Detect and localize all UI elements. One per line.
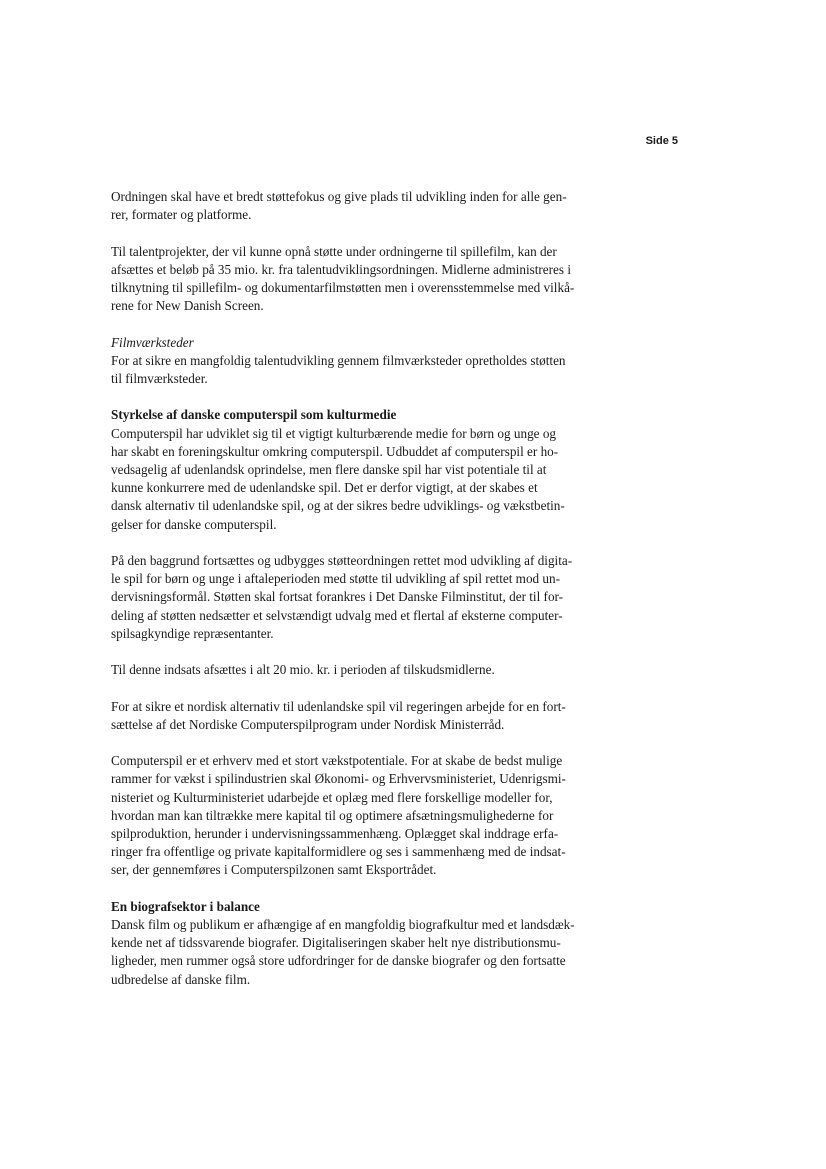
page-number: Side 5 — [645, 135, 678, 147]
section-heading: Filmværksteder — [111, 334, 194, 350]
text-line: ligheder, men rummer også store udfordringer for de danske biografer og den fortsatte — [111, 953, 566, 969]
text-line: gelser for danske computerspil. — [111, 516, 277, 532]
text-line: På den baggrund fortsættes og udbygges støtteordningen rettet mod udvikling af digita- — [111, 553, 573, 568]
section-heading: En biografsektor i balance — [111, 898, 260, 914]
text-line: kunne konkurrere med de udenlandske spil. Det er derfor vigtigt, at der skabes et — [111, 480, 538, 496]
text-line: Dansk film og publikum er afhængige af en mangfoldig biografkultur med et landsdæk- — [111, 917, 575, 932]
section-heading: Styrkelse af danske computerspil som kulturmedie — [111, 407, 397, 423]
text-line: har skabt en foreningskultur omkring computerspil. Udbuddet af computerspil er ho- — [111, 443, 559, 459]
section — [111, 334, 649, 389]
paragraph — [111, 752, 649, 879]
text-line: spilproduktion, herunder i undervisningssammenhæng. Oplægget skal inddrage erfa- — [111, 826, 559, 841]
text-line: hvordan man kan tiltrække mere kapital til og optimere afsætningsmulighederne for — [111, 807, 554, 823]
text-line: nisteriet og Kulturministeriet udarbejde et oplæg med flere forskellige modeller for, — [111, 789, 553, 805]
text-line: Til talentprojekter, der vil kunne opnå støtte under ordningerne til spillefilm, kan der — [111, 243, 557, 259]
text-line: vedsagelig af udenlandsk oprindelse, men flere danske spil har vist potentiale til at — [111, 462, 547, 477]
paragraph — [111, 188, 649, 224]
text-line: rene for New Danish Screen. — [111, 298, 264, 314]
text-line: sættelse af det Nordiske Computerspilprogram under Nordisk Ministerråd. — [111, 716, 505, 732]
text-line: til filmværksteder. — [111, 371, 208, 386]
text-line: le spil for børn og unge i aftaleperioden med støtte til udvikling af spil rettet mod un- — [111, 571, 561, 587]
paragraph — [111, 552, 649, 643]
text-line: For at sikre en mangfoldig talentudvikling gennem filmværksteder opretholdes støtten — [111, 352, 566, 368]
text-line: ringer fra offentlige og private kapitalformidlere og ses i sammenhæng med de indsat- — [111, 844, 566, 860]
text-line: Computerspil er et erhverv med et stort vækstpotentiale. For at skabe de bedst mulige — [111, 753, 563, 769]
section — [111, 406, 649, 533]
text-line: tilknytning til spillefilm- og dokumentarfilmstøtten men i overensstemmelse med vilkå- — [111, 280, 575, 295]
text-line: udbredelse af danske film. — [111, 971, 251, 987]
text-line: ser, der gennemføres i Computerspilzonen samt Eksportrådet. — [111, 862, 437, 878]
text-line: kende net af tidssvarende biografer. Digitaliseringen skaber helt nye distributionsmu- — [111, 935, 561, 951]
paragraph — [111, 243, 649, 316]
text-line: dervisningsformål. Støtten skal fortsat forankres i Det Danske Filminstitut, der til for- — [111, 589, 564, 605]
text-line: afsættes et beløb på 35 mio. kr. fra talentudviklingsordningen. Midlerne administreres i — [111, 261, 571, 277]
paragraph — [111, 698, 649, 734]
text-line: rer, formater og platforme. — [111, 207, 252, 223]
text-line: Ordningen skal have et bredt støttefokus og give plads til udvikling inden for alle gen- — [111, 189, 567, 204]
section — [111, 898, 649, 989]
text-line: dansk alternativ til udenlandske spil, og at der sikres bedre udviklings- og vækstbetin- — [111, 498, 565, 514]
paragraph — [111, 661, 649, 679]
document-body — [111, 188, 649, 989]
text-line: Computerspil har udviklet sig til et vigtigt kulturbærende medie for børn og unge og — [111, 425, 557, 441]
text-line: For at sikre et nordisk alternativ til udenlandske spil vil regeringen arbejde for en fort- — [111, 698, 566, 714]
text-line: rammer for vækst i spilindustrien skal Økonomi- og Erhvervsministeriet, Udenrigsmi- — [111, 771, 566, 787]
text-line: deling af støtten nedsætter et selvstændigt udvalg med et flertal af eksterne computer- — [111, 607, 563, 623]
text-line: Til denne indsats afsættes i alt 20 mio. kr. i perioden af tilskudsmidlerne. — [111, 662, 495, 678]
text-line: spilsagkyndige repræsentanter. — [111, 625, 274, 641]
